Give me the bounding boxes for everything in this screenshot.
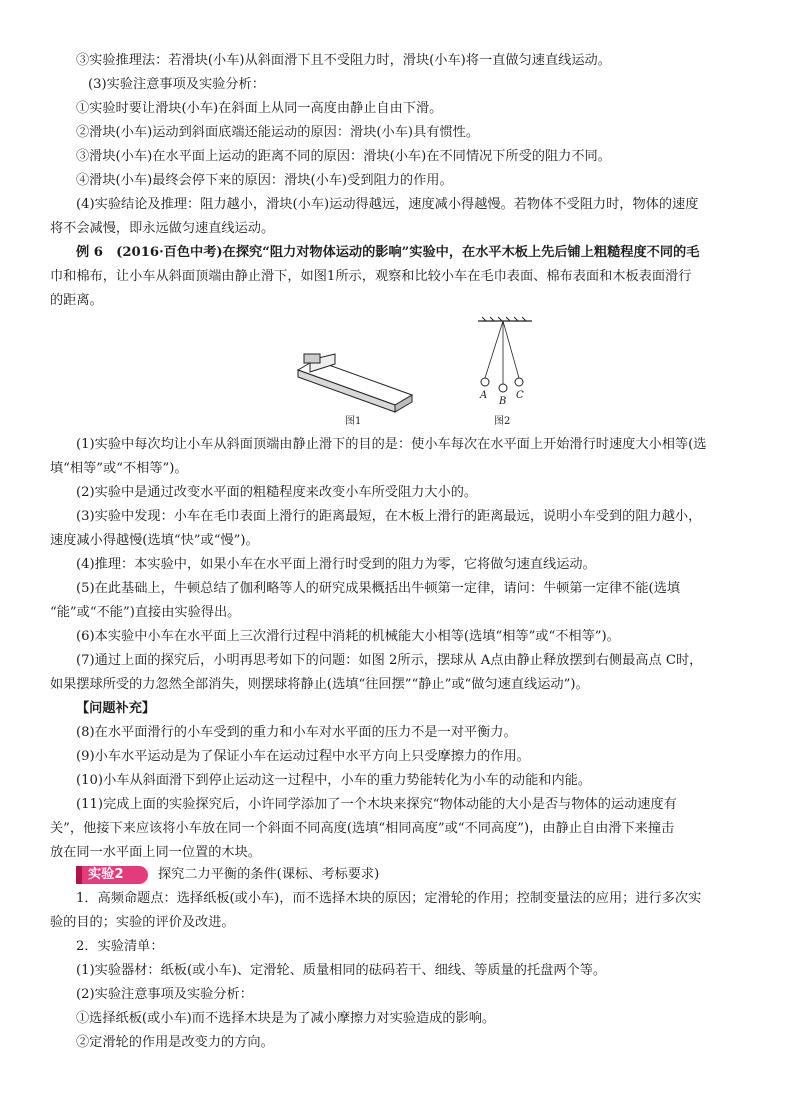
text-line: (7)通过上面的探究后，小明再思考如下的问题：如图 2所示，摆球从 A点由静止释放摆到右侧最高点 C时， [76, 653, 703, 668]
figure-1-ramp [290, 340, 420, 420]
text-line: ②定滑轮的作用是改变力的方向。 [76, 1035, 274, 1050]
text-line: (4)实验结论及推理：阻力越小，滑块(小车)运动得越远，速度减小得越慢。若物体不受阻力时，物体的速度 [76, 197, 699, 212]
text-line: (11)完成上面的实验探究后，小许同学添加了一个木块来探究“物体动能的大小是否与物体的运动速度有 [76, 797, 677, 812]
text-line: (2)实验注意事项及实验分析： [76, 987, 253, 1002]
example-heading: 例 6 (2016·百色中考)在探究“阻力对物体运动的影响”实验中，在水平木板上先后铺上粗糙程度不同的毛 [76, 245, 700, 260]
text-line: (6)本实验中小车在水平面上三次滑行过程中消耗的机械能大小相等(选填“相等”或“不相等”)。 [76, 629, 620, 644]
pendulum-label-a: A [480, 390, 488, 401]
text-line: 2．实验清单： [76, 939, 164, 954]
experiment-tag-label: 实验2 [88, 867, 124, 882]
text-line: (10)小车从斜面滑下到停止运动这一过程中，小车的重力势能转化为小车的动能和内能。 [76, 773, 592, 788]
pendulum-label-c: C [516, 390, 524, 401]
text-line: 将不会减慢，即永远做匀速直线运动。 [50, 221, 275, 236]
text-line: 速度减小得越慢(选填“快”或“慢”)。 [50, 533, 259, 548]
text-line: 验的目的；实验的评价及改进。 [50, 915, 235, 930]
text-line: 的距离。 [50, 293, 103, 308]
pendulum-label-b: B [499, 396, 507, 407]
cart-icon [304, 354, 320, 363]
text-line: ①实验时要让滑块(小车)在斜面上从同一高度由静止自由下滑。 [76, 101, 443, 116]
text-line: 放在同一水平面上同一位置的木块。 [50, 845, 261, 860]
text-line: ④滑块(小车)最终会停下来的原因：滑块(小车)受到阻力的作用。 [76, 173, 453, 188]
text-line: (9)小车水平运动是为了保证小车在运动过程中水平方向上只受摩擦力的作用。 [76, 749, 530, 764]
text-line: 巾和棉布，让小车从斜面顶端由静止滑下，如图1所示，观察和比较小车在毛巾表面、棉布表面和木板表面滑行 [50, 269, 692, 284]
text-line: ②滑块(小车)运动到斜面底端还能运动的原因：滑块(小车)具有惯性。 [76, 125, 480, 140]
text-line: ①选择纸板(或小车)而不选择木块是为了减小摩擦力对实验造成的影响。 [76, 1011, 496, 1026]
experiment-title: 探究二力平衡的条件(课标、考标要求) [158, 867, 380, 882]
text-line: (2)实验中是通过改变水平面的粗糙程度来改变小车所受阻力大小的。 [76, 485, 478, 500]
text-line: (1)实验器材：纸板(或小车)、定滑轮、质量相同的砝码若干、细线、等质量的托盘两个等。 [76, 963, 607, 978]
text-line: “能”或“不能”)直接由实验得出。 [50, 605, 241, 620]
figure-2-caption: 图2 [494, 416, 511, 427]
text-line: 填“相等”或“不相等”)。 [50, 461, 188, 476]
text-line: 1．高频命题点：选择纸板(或小车)，而不选择木块的原因；定滑轮的作用；控制变量法的应用；进行多次实 [76, 891, 702, 906]
text-line: (5)在此基础上，牛顿总结了伽利略等人的研究成果概括出牛顿第一定律，请问：牛顿第一定律不能(选填 [76, 581, 681, 596]
text-line: ③滑块(小车)在水平面上运动的距离不同的原因：滑块(小车)在不同情况下所受的阻力不同。 [76, 149, 611, 164]
text-line: (3)实验注意事项及实验分析： [88, 77, 265, 92]
text-line: (3)实验中发现：小车在毛巾表面上滑行的距离最短，在木板上滑行的距离最远，说明小车受到的阻力越小， [76, 509, 702, 524]
text-line: (8)在水平面滑行的小车受到的重力和小车对水平面的压力不是一对平衡力。 [76, 725, 517, 740]
text-line: 关”，他接下来应该将小车放在同一个斜面不同高度(选填“相同高度”或“不同高度”)，由静止自由滑下来撞击 [50, 821, 675, 836]
text-line: (4)推理：本实验中，如果小车在水平面上滑行时受到的阻力为零，它将做匀速直线运动。 [76, 557, 596, 572]
text-line: 如果摆球所受的力忽然全部消失，则摆球将静止(选填“往回摆”“静止”或“做匀速直线运动”)。 [50, 677, 589, 692]
text-line: ③实验推理法：若滑块(小车)从斜面滑下且不受阻力时，滑块(小车)将一直做匀速直线运动。 [76, 53, 611, 68]
text-line: (1)实验中每次均让小车从斜面顶端由静止滑下的目的是：使小车每次在水平面上开始滑行时速度大小相等(选 [76, 437, 707, 452]
figure-1-caption: 图1 [345, 416, 362, 427]
experiment-tag-edge [76, 866, 82, 884]
section-heading: 【问题补充】 [76, 701, 156, 716]
